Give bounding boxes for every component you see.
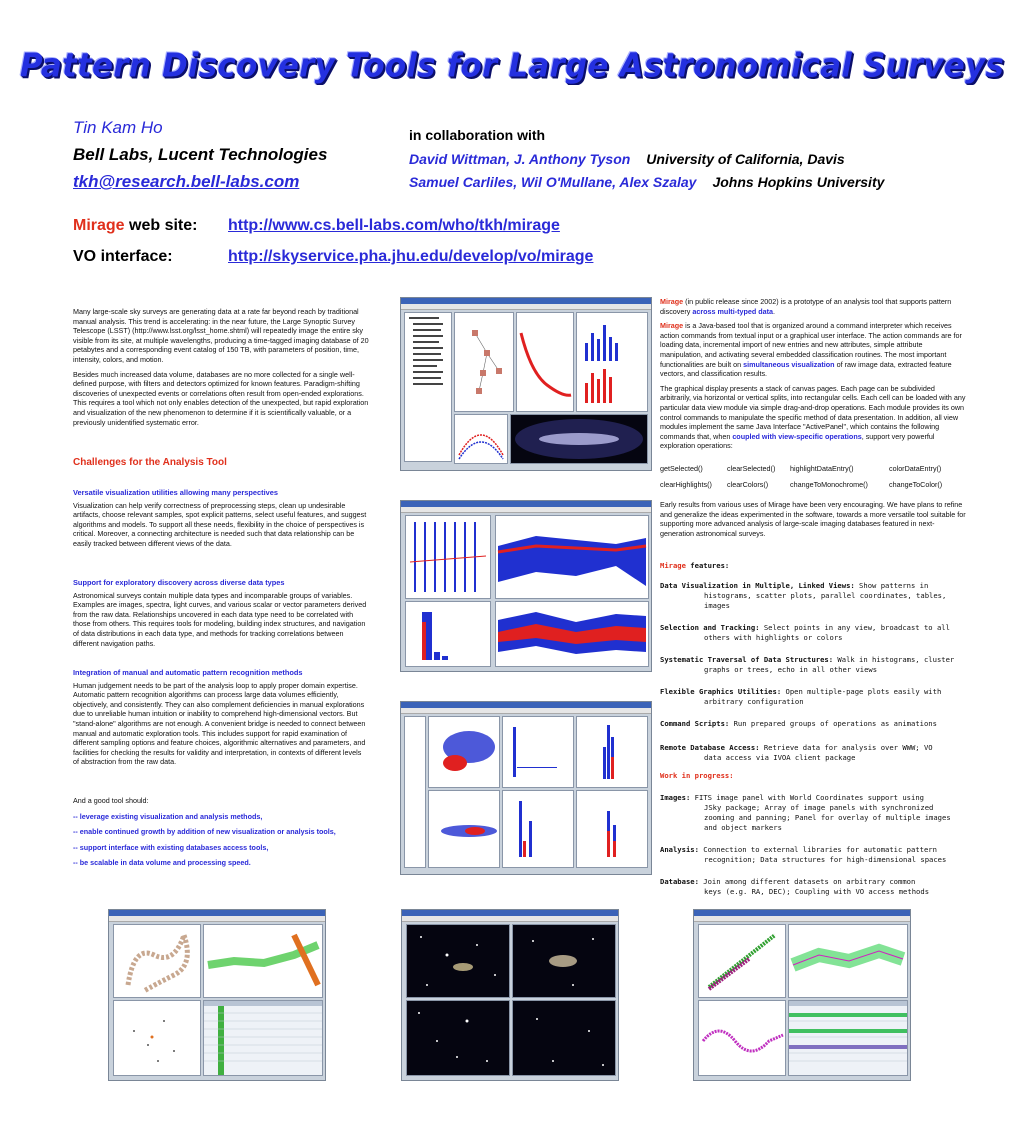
command-highlight-data-entry: highlightDataEntry() [790,464,854,473]
tree-panel [404,312,452,462]
collaboration-heading: in collaboration with [409,127,546,143]
diagonal-scatter-panel [698,924,786,998]
good-tool-item: -- be scalable in data volume and processing speed. [73,858,251,868]
screenshot-scatter-table [693,909,911,1081]
challenge-2 [73,578,369,653]
cluster-graph [455,313,513,411]
sky-image-4 [512,1000,616,1076]
cluster-chain-panel [113,924,201,998]
good-tool-item: -- leverage existing visualization and analysis methods, [73,811,263,821]
sky-map [511,415,647,463]
command-change-to-color: changeToColor() [889,480,943,489]
sky-map-panel [510,414,648,464]
red-curve-panel [516,312,574,412]
good-tool-heading: And a good tool should: [73,796,149,805]
data-table-panel [203,1000,323,1076]
feature-item: Data Visualization in Multiple, Linked Views: Show patterns in histograms, scatter plots, parallel coordinates, tables, images [660,581,947,610]
screenshot-scatter-histograms [400,701,652,875]
scatter-panel-top [428,716,500,788]
histogram-4 [577,791,647,867]
bar-histogram [406,602,490,666]
data-table-graphic [789,1001,907,1075]
scatter-panel [454,414,508,464]
histogram-panel-1 [502,716,574,788]
grid-dots-panel [405,515,491,599]
timeseries-band [699,1001,785,1075]
screenshot-tree-histograms [400,297,652,471]
features-block [660,561,970,904]
command-clear-colors: clearColors() [727,480,769,489]
vo-interface-row [73,248,594,266]
left-column [73,307,369,432]
galaxy-field-2 [513,925,615,997]
vo-url-link[interactable]: http://skyservice.pha.jhu.edu/develop/vo/mirage [228,248,594,265]
histogram-panel-2 [576,716,648,788]
galaxy-field-1 [407,925,509,997]
galaxy-field-3 [407,1001,509,1075]
challenge-2-text: Astronomical surveys contain multiple data types and incomparable groups of variables. Examples are images, spectra, light curves, and various scalar or vector parameters derived from the raw data. Relationships uncovered in each data type need to be correlated with those from others. This requires tools for modeling, building index structures, and navigation of data distributions in each data type, and methods for tracking correlations between different navigation paths. [73,590,367,648]
tree-panel [404,716,426,868]
challenge-3 [73,668,369,772]
green-curves-panel [788,924,908,998]
collaborator-institution: Johns Hopkins University [712,174,885,190]
intro-paragraph-2: Besides much increased data volume, databases are no more collected for a single well-defined purpose, with filters and detectors optimized for known features. Paradigm-shifting discoveries of unexpected events or correlations often result from open-ended explorations. This requires a tool which not only enables detection of the unexpected, but rapid exploration and visualization of the new phenomenon to determine if it is scientifically valuable, or a previously unidentified systematic error. [73,369,369,427]
histogram-3 [503,791,573,867]
histogram-bars [577,313,647,411]
features-heading: Mirage features: [660,561,730,570]
vo-label: VO interface: [73,248,173,265]
scatter-plot [455,415,507,463]
mirage-url-link[interactable]: http://www.cs.bell-labs.com/who/tkh/mirage [228,217,560,234]
poster-title: Pattern Discovery Tools for Large Astronomical Surveys [19,47,1005,85]
timeseries-panel [698,1000,786,1076]
good-tool-list [73,796,373,874]
histogram-2 [577,717,647,787]
dot-grid [406,516,490,598]
histogram-panel-3 [502,790,574,868]
challenge-3-text: Human judgement needs to be part of the analysis loop to apply proper domain expertise. Automatic pattern recognition algorithms can process large data volumes efficiently, objectively, and consistently. They can also complement deficiencies in manual explorations due to unreliable human intuition or inability to comprehend high-dimensional vectors. But "stand-alone" algorithms are not enough. A convenient bridge is needed to connect between manual and automatic exploration tools. This includes support for rapid examination of different sampling options and feature choices, algorithmic alternatives and parameters, and facilities for checking the results for validity and interpretation, in contexts of different levels of abstraction from the raw data. [73,680,366,767]
parallel-coordinates-top [496,516,648,598]
challenge-1-heading: Versatile visualization utilities allowing many perspectives [73,488,278,497]
author-email-link[interactable]: tkh@research.bell-labs.com [73,172,300,191]
web-site-label: web site: [124,217,198,234]
command-clear-selected: clearSelected() [727,464,776,473]
challenges-heading: Challenges for the Analysis Tool [73,457,227,468]
commands-row-1 [660,464,970,476]
feature-item: Remote Database Access: Retrieve data for analysis over WWW; VO data access via IVOA client package [660,743,933,762]
collaboration-row-jhu [409,174,884,190]
progress-item: Images: FITS image panel with World Coordinates support using JSky package; Array of image panels with synchronized zooming and panning; Panel for overlay of multiple images and object markers [660,793,951,832]
command-change-to-monochrome: changeToMonochrome() [790,480,868,489]
screenshot-sky-images [401,909,619,1081]
green-curve-band [789,925,907,997]
scatter-panel-bottom [428,790,500,868]
decay-curve [517,313,573,411]
collaborator-names: David Wittman, J. Anthony Tyson [409,151,631,167]
scatter-cloud-bottom [429,791,499,867]
cluster-chain [114,925,200,997]
diagonal-scatter [699,925,785,997]
sky-image-2 [512,924,616,998]
line-bundle [204,925,322,997]
feature-item: Flexible Graphics Utilities: Open multiple-page plots easily with arbitrary configuration [660,687,942,706]
bar-histogram-panel [405,601,491,667]
commands-row-2 [660,480,970,492]
mirage-paragraph-1: Mirage (in public release since 2002) is a prototype of an analysis tool that supports pattern discovery across multi-typed data. [660,297,952,316]
cluster-graph-panel [454,312,514,412]
right-column-intro [660,297,966,456]
mirage-web-site-row [73,217,560,235]
command-color-data-entry: colorDataEntry() [889,464,942,473]
challenge-2-heading: Support for exploratory discovery across diverse data types [73,578,285,587]
mirage-paragraph-2: Mirage is a Java-based tool that is organized around a command interpreter which receives action commands from textual input or a graphical user interface. The action commands are for loading data, incremental import of new entries and new attributes, simple attribute manipulation, and activating several embedded classification routines. The most important functionalities are built on simultaneous visualization of raw image data, extracted feature vectors, and classification results. [660,321,962,379]
intro-paragraph-1: Many large-scale sky surveys are generating data at a rate far beyond reach by traditional manual analysis. This trend is accelerating: in the near future, the Large Synoptic Survey Telescope (LSST) (http://www.lsst.org/lsst_home.shtml) will repeatedly image the entire sky visible from its site, at multiple wavelengths, producing a time-tagged imaging database of 20 petabytes and a corresponding event catalog of 150 TB, with parameters of position, time, intensity, colors, and motion. [73,307,369,364]
good-tool-item: -- enable continued growth by addition of new visualization or analysis tools, [73,827,336,837]
command-clear-highlights: clearHighlights() [660,480,712,489]
histograms-panel [576,312,648,412]
data-table-panel [788,1000,908,1076]
sky-image-3 [406,1000,510,1076]
progress-item: Analysis: Connection to external libraries for automatic pattern recognition; Data structures for high-dimensional spaces [660,845,947,864]
challenge-1 [73,488,369,554]
mirage-paragraph-3: The graphical display presents a stack of canvas pages. Each page can be subdivided arbitrarily, via horizontal or vertical splits, into rectangular cells. Each cell can be loaded with any particular data view module via simple drag-and-drop operations. Each module provides its own control commands to manipulate the specific method of data presentation. In addition, all view modules implement the same Java Interface "ActivePanel", which contains the following commands that, when coupled with view-specific operations, support very powerful exploration operations: [660,383,966,451]
activepanel-commands [660,464,970,492]
feature-item: Systematic Traversal of Data Structures: Walk in histograms, cluster graphs or trees, echo in all other views [660,655,955,674]
collaboration-row-davis [409,151,845,167]
challenge-1-text: Visualization can help verify correctness of preprocessing steps, clean up undesirable artifacts, choose relevant samples, spot explicit patterns, select useful features, and suggest algorithms and models. To support all these needs, flexibility in the choice of perspectives is critical. Moreover, a connecting architecture is needed such that data relationship can be easily tracked between different views of the data. [73,500,367,548]
tree-list-graphic [405,313,451,461]
feature-item: Command Scripts: Run prepared groups of operations as animations [660,719,937,728]
parallel-coords-panel-bottom [495,601,649,667]
author-name: Tin Kam Ho [73,118,163,137]
parallel-coords-panel-top [495,515,649,599]
challenge-3-heading: Integration of manual and automatic pattern recognition methods [73,668,303,677]
collaborator-names: Samuel Carliles, Wil O'Mullane, Alex Szalay [409,174,697,190]
galaxy-field-4 [513,1001,615,1075]
sparse-scatter [114,1001,200,1075]
screenshot-parallel-coordinates [400,500,652,672]
histogram-1 [503,717,573,787]
line-chart-panel [203,924,323,998]
feature-item: Selection and Tracking: Select points in any view, broadcast to all others with highlights or colors [660,623,950,642]
author-affiliation: Bell Labs, Lucent Technologies [73,145,328,164]
parallel-coordinates-bottom [496,602,648,666]
scatter-cloud-top [429,717,499,787]
mirage-label: Mirage [73,217,125,234]
sky-image-1 [406,924,510,998]
command-get-selected: getSelected() [660,464,703,473]
sparse-scatter-panel [113,1000,201,1076]
collaborator-institution: University of California, Davis [646,151,845,167]
early-results-paragraph: Early results from various uses of Mirage have been very encouraging. We have plans to refine and generalize the ideas experimented in the software, towards a more versatile tool suitable for supporting more advanced analysis of large-scale imaging databases featured in next-generation astronomical surveys. [660,500,966,538]
screenshot-cluster-table [108,909,326,1081]
good-tool-item: -- support interface with existing databases access tools, [73,842,269,852]
progress-item: Database: Join among different datasets on arbitrary common keys (e.g. RA, DEC); Coupling with VO access methods [660,877,930,896]
histogram-panel-4 [576,790,648,868]
data-table-graphic [204,1001,322,1075]
work-in-progress-heading: Work in progress: [660,771,734,780]
